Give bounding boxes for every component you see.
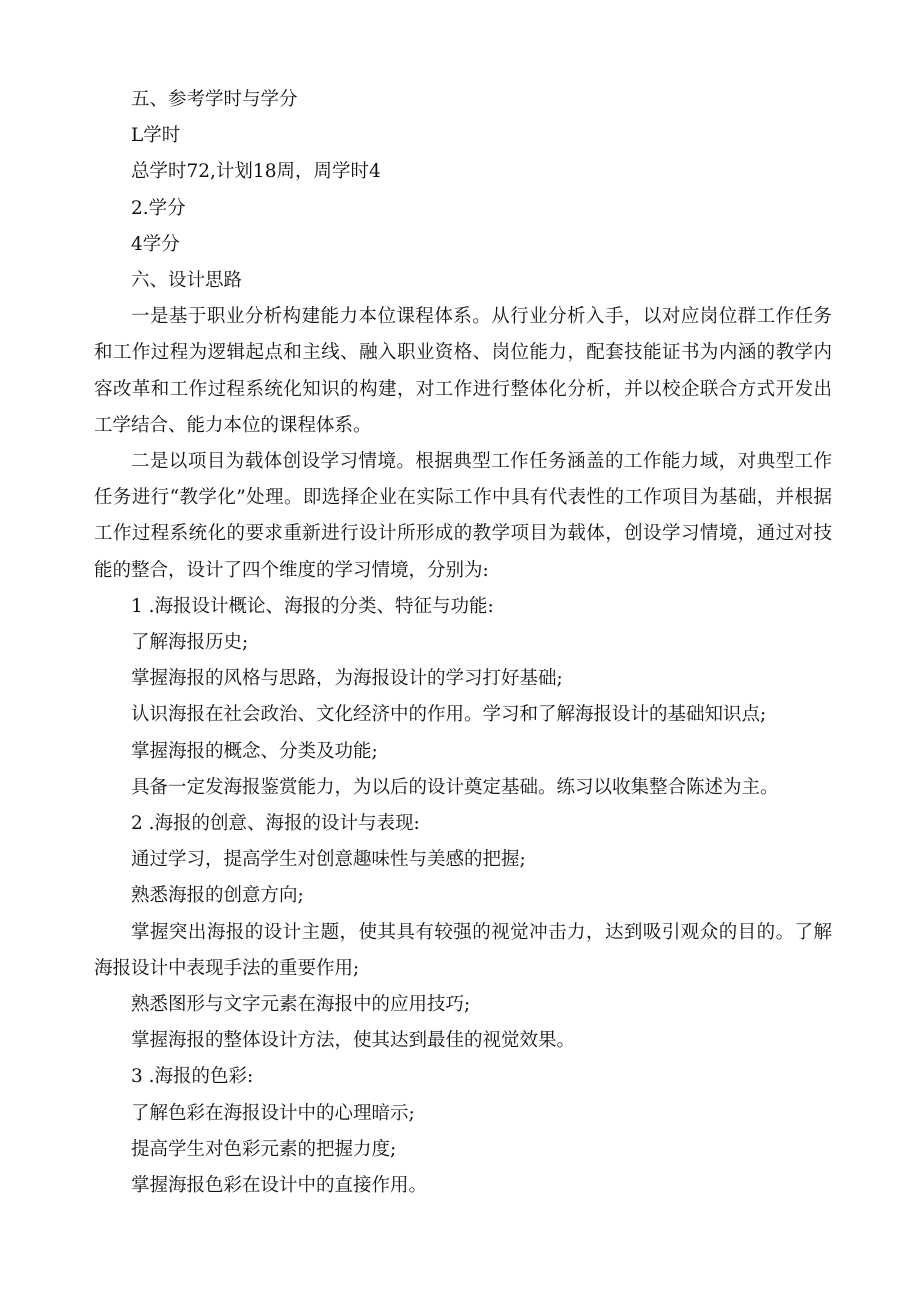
section6-heading: 六、设计思路 [131,270,243,292]
list-item: 了解海报历史; [131,632,249,654]
list-item: 熟悉海报的创意方向; [131,885,304,907]
item2-paragraph: 掌握突出海报的设计主题，使其具有较强的视觉冲击力，达到吸引观众的目的。了解海报设计中表现手法的重要作用; [94,921,832,979]
paragraph-1: 一是基于职业分析构建能力本位课程体系。从行业分析入手，以对应岗位群工作任务和工作过程为逻辑起点和主线、融入职业资格、岗位能力，配套技能证书为内涵的教学内容改革和工作过程系统化知识的构建，对工作进行整体化分析，并以校企联合方式开发出工学结合、能力本位的课程体系。 [94,306,832,436]
list-item: 具备一定发海报鉴赏能力，为以后的设计奠定基础。练习以收集整合陈述为主。 [131,776,779,798]
list-item: 掌握海报的整体设计方法，使其达到最佳的视觉效果。 [131,1030,576,1052]
document-body [94,82,832,1204]
credits-heading: 2.学分 [131,197,186,219]
list-item: 认识海报在社会政治、文化经济中的作用。学习和了解海报设计的基础知识点; [131,704,767,726]
list-item: 掌握海报色彩在设计中的直接作用。 [131,1175,428,1197]
list-item: 掌握海报的风格与思路，为海报设计的学习打好基础; [131,668,563,690]
hours-text: 总学时72,计划18周，周学时4 [131,161,381,183]
section5-heading: 五、参考学时与学分 [131,89,298,110]
credits-text: 4学分 [131,233,180,255]
list-item: 掌握海报的概念、分类及功能; [131,740,378,762]
item2-heading: 2 .海报的创意、海报的设计与表现: [131,813,420,835]
item3-heading: 3 .海报的色彩: [131,1066,254,1088]
hours-heading: L学时 [131,125,181,147]
item1-heading: 1 .海报设计概论、海报的分类、特征与功能: [131,595,494,617]
list-item: 提高学生对色彩元素的把握力度; [131,1138,397,1160]
list-item: 熟悉图形与文字元素在海报中的应用技巧; [131,994,471,1016]
paragraph-2: 二是以项目为载体创设学习情境。根据典型工作任务涵盖的工作能力域，对典型工作任务进行“教学化”处理。即选择企业在实际工作中具有代表性的工作项目为基础，并根据工作过程系统化的要求重新进行设计所形成的教学项目为载体，创设学习情境，通过对技能的整合，设计了四个维度的学习情境，分别为: [94,451,832,581]
list-item: 了解色彩在海报设计中的心理暗示; [131,1102,415,1124]
list-item: 通过学习，提高学生对创意趣味性与美感的把握; [131,849,526,871]
